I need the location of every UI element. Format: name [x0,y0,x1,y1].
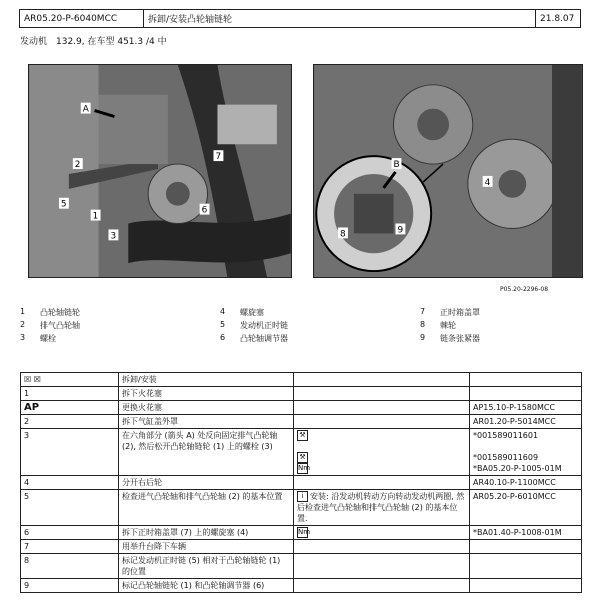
table-row: 1 拆下火花塞 [21,387,582,401]
label-2: 2 [74,160,81,171]
label-8: 8 [340,229,346,240]
doc-code: AR05.20-P-6040MCC [20,10,144,27]
table-row: 4 分开右后轮 AR40.10-P-1100MCC [21,476,582,490]
info-icon: i [297,491,308,502]
table-head-row [21,373,582,387]
table-row: AP 更换火花塞 AP15.10-P-1580MCC [21,401,582,415]
table-row: 2 拆下气缸盖外罩 AR01.20-P-5014MCC [21,415,582,429]
label-4: 4 [484,177,491,188]
doc-title: 拆卸/安装凸轮轴链轮 [144,10,536,27]
tool-icon: ⚒ [297,452,308,463]
photo-engine-right [313,64,583,278]
engine-subtitle: 发动机 132.9, 在车型 451.3 /4 中 [20,37,167,47]
label-9: 9 [397,225,404,236]
tool-icon: ⚒ [297,430,308,441]
ap-icon: AP [24,402,40,413]
head-title: 拆卸/安装 [119,373,294,387]
table-row: 9 标记凸轮轴链轮 (1) 和凸轮轴调节器 (6) [21,579,582,593]
torque-icon: Nm [298,528,311,536]
label-5: 5 [60,199,67,210]
label-6: 6 [201,205,208,216]
table-row: 3 在六角部分 (箭头 A) 处反向固定排气凸轮轴 (2), 然后松开凸轮轴链轮 (1) 上的螺栓 (3) ⚒ ⚒ Nm *001589011601 *001589011609 *BA05.20-P-1005-01M [21,429,582,476]
table-row: 8 标记发动机正时链 (5) 相对于凸轮轴链轮 (1) 的位置 [21,554,582,579]
figure-reference: P05.20-2296-08 [500,286,549,293]
table-row: 7 用举升台降下车辆 [21,540,582,554]
label-7: 7 [215,152,222,163]
table-row: 6 拆下正时箱盖罩 (7) 上的螺旋塞 (4) Nm *BA01.40-P-1008-01M [21,526,582,540]
torque-icon: Nm [298,464,311,472]
photo-engine-left [28,64,292,278]
label-1: 1 [92,211,99,222]
doc-header [19,9,581,28]
engine-photo-right [314,65,582,277]
table-row: 5 检查进气凸轮轴和排气凸轮轴 (2) 的基本位置 i 安装: 沿发动机转动方向转动发动机两圈, 然后检查进气凸轮轴和排气凸轮轴 (2) 的基本位置. AR05.20-P-6010MCC [21,490,582,526]
legend: 1 凸轮轴链轮 4 螺旋塞 7 正时箱盖罩 2 排气凸轮轴 5 发动机正时链 8 棘轮 3 螺栓 6 凸轮轴调节器 9 链条张紧器 [20,307,480,343]
doc-date: 21.8.07 [540,13,575,24]
procedure-table [20,372,582,593]
label-A: A [82,104,89,115]
label-3: 3 [110,231,117,242]
engine-photo-left [29,65,291,277]
head-icons: ☒ ☒ [21,373,119,387]
label-B: B [393,160,400,171]
